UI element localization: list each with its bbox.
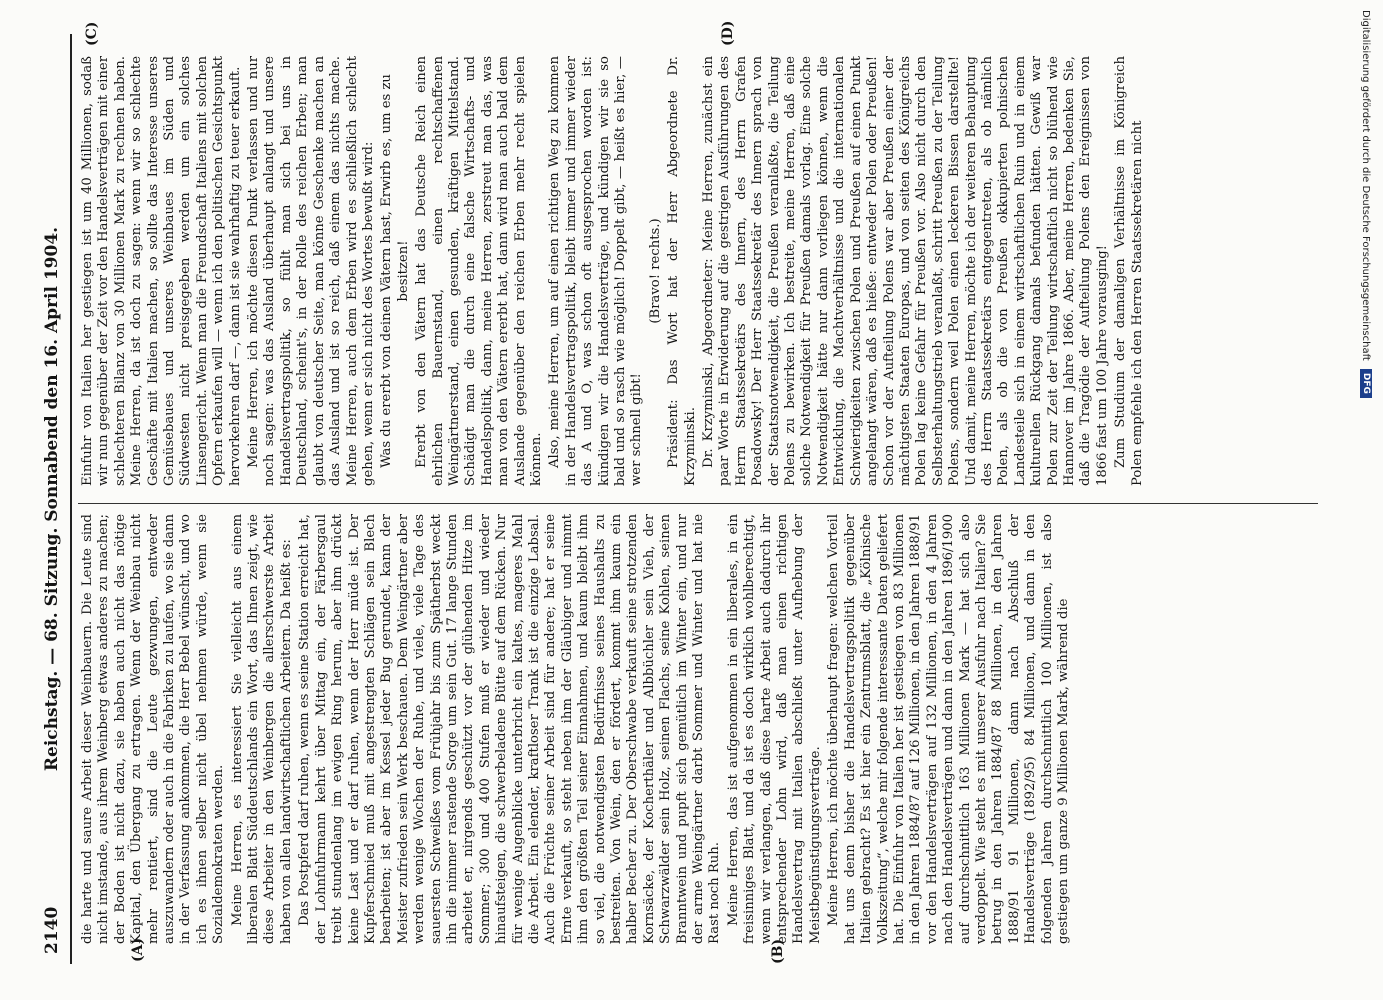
page-number: 2140 <box>42 906 62 954</box>
header-rule <box>70 34 72 964</box>
rotated-page-content <box>32 20 1332 964</box>
left-column <box>80 514 1074 964</box>
paragraph: Meine Herren, es interessiert Sie vielleicht aus einem liberalen Blatt Süddeutschlands ein Wort, das Ihnen zeigt, wie diese Arbeiter in den Weinbergen die allerschwerste Arbeit haben von allen landwirtschaftlichen Arbeitern. Da heißt es: <box>229 514 294 944</box>
applause-note: (Bravo! rechts.) <box>647 218 663 324</box>
paragraph: Zum Studium der damaligen Verhältnisse im Königreich Polen empfehle ich den Herren Staatssekretären nicht <box>1113 56 1145 486</box>
quote-paragraph: Das Postpferd darf ruhen, wenn es seine Station erreicht hat, der Lohnfuhrmann kehrt über Mittag ein, der Färbersgaul treibt stundenlang im ewigen Ring herum, aber ihm drückt keine Last und er darf ruhen, wenn der Herr müde ist. Der Kupferschmied muß mit angestrengten Schlägen sein Blech bearbeiten; ist aber im Kessel jeder Bug gerundet, kann der Meister zufrieden sein Werk beschauen. Dem Weingärtner aber werden wenige Wochen der Ruhe, und viele, viele Tage des sauersten Schweißes vom Frühjahr bis zum Spätherbst weckt ihn die nimmer rastende Sorge um sein Gut. 17 lange Stunden arbeitet er, nirgends geschützt vor der glühenden Hitze im Sommer; 300 und 400 Stufen muß er wieder und wieder hinaufsteigen, die schwerbeladene Bütte auf dem Rücken. Nur für wenige Augenblicke unterbricht ein kaltes, mageres Mahl die Arbeit. Ein elender, kraftloser Trank ist die einzige Labsal. Auch die Früchte seiner Arbeit sind für andere; hat er seine Ernte verkauft, so steht neben ihm der Gläubiger und nimmt ihm den größten Teil seiner Einnahmen, und kaum bleibt ihm so viel, die notwendigsten Bedürfnisse seines Haushalts zu bestreiten. Von Wein, den er fördert, kommt ihm kaum ein halber Becher zu. Der Oberschwabe verkauft seine strotzenden Kornsäcke, der Kocherthäler und Albbüchler sein Vieh, der Schwarzwälder sein Holz, seinen Flachs, seine Kohlen, seinen Branntwein und pupft sich gemütlich im Winter ein, und nur der arme Weingärtner darbt Sommer und Winter und hat nie Rast noch Ruh. <box>297 514 723 944</box>
right-column <box>80 20 1148 486</box>
column-divider <box>78 503 1318 504</box>
president-statement: Präsident: Das Wort hat der Herr Abgeordnete Dr. Krzyminski. <box>666 56 698 486</box>
paragraph: die harte und saure Arbeit dieser Weinbauern. Die Leute sind nicht imstande, aus ihrem Weinberg etwas anderes zu machen; der Boden ist nicht dazu, sie haben auch nicht das nötige Kapital, den Übergang zu ertragen. Wenn der Weinbau nicht mehr rentiert, sind die Leute gezwungen, entweder auszuwandern oder auch in die Fabriken zu laufen, wo sie dann in der Verfassung ankommen, die Herr Bebel wünscht, und wo ich es ihnen selber nicht übel nehmen würde, wenn sie Sozialdemokraten werden. <box>80 514 227 944</box>
paragraph: Meine Herren, ich möchte überhaupt fragen: welchen Vorteil hat uns denn bisher die Handelsvertragspolitik gegenüber Italien gebracht? Es ist hier ein Zentrumsblatt, die „Kölnische Volkszeitung“, welche mir folgende interessante Daten geliefert hat. Die Einfuhr von Italien her ist gestiegen von 83 Millionen in den Jahren 1884/87 auf 126 Millionen, in den Jahren 1888/91 vor den Handelsverträgen auf 132 Millionen, in den 4 Jahren nach den Handelsverträgen und dann in den Jahren 1896/1900 auf durchschnittlich 163 Millionen Mark — hat sich also verdoppelt. Wie steht es mit unserer Ausfuhr nach Italien? Sie betrug in den Jahren 1884/87 88 Millionen, in den Jahren 1888/91 91 Millionen, dann nach Abschluß der Handelsverträge (1892/95) 84 Millionen, und dann in den folgenden Jahren durchschnittlich 100 Millionen, ist also gestiegen um ganze 9 Millionen Mark, während die <box>826 514 1071 944</box>
paragraph: Ererbt von den Vätern hat das Deutsche Reich einen ehrlichen Bauernstand, einen rechtschaffenen Weingärtnerstand, einen gesunden, kräftigen Mittelstand. Schädigt man die durch eine falsche Wirtschafts- und Handelspolitik, dann, meine Herren, zerstreut man das, was man von den Vätern ererbt hat, dann wird man auch bald dem Auslande gegenüber den reichen Erben mehr recht spielen können. <box>414 56 544 486</box>
paragraph: Meine Herren, ich möchte diesen Punkt verlassen und nur noch sagen: was das Ausland überhaupt anlangt und unsere Handelsvertragspolitik, so fühlt man sich bei uns in Deutschland, scheint's, in der Rolle des reichen Erben; man glaubt von deutscher Seite, man könne Geschenke machen an das Ausland und ist so reich, daß einem das nichts mache. Meine Herren, auch dem Erben wird es schließlich schlecht gehen, wenn er sich nicht des Wortes bewußt wird: <box>246 56 376 486</box>
margin-marker-a: (A) <box>130 937 146 962</box>
header-title: Reichstag. — 68. Sitzung. Sonnabend den 16. April 1904. <box>42 226 62 772</box>
margin-marker-b: (B) <box>770 938 786 964</box>
running-header <box>38 34 68 964</box>
speech-paragraph: Dr. Krzyminski, Abgeordneter: Meine Herren, zunächst ein paar Worte in Erwiderung auf die gestrigen Ausführungen des Herrn Staatssekretärs des Innern, des Herrn Grafen Posadowsky! Der Herr Staatssekretär des Innern sprach von der Staatsnotwendigkeit, die Preußen veranlaßte, die Teilung Polens zu bewirken. Ich bestreite, meine Herren, daß eine solche Notwendigkeit für Preußen damals vorlag. Eine solche Notwendigkeit hätte nur dann vorliegen können, wenn die Entwicklung, die Machtverhältnisse und die internationalen Schwierigkeiten zwischen Polen und Preußen auf einen Punkt angelangt wären, daß es hieße: entweder Polen oder Preußen! Schon vor der Aufteilung Polens war aber Preußen einer der mächtigsten Staaten Europas, und von seiten des Königreichs Polen lag keine Gefahr für Preußen vor. Also nicht durch den Selbsterhaltungstrieb veranlaßt, schritt Preußen zu der Teilung Polens, sondern weil Polen einen leckeren Bissen darstellte! Und damit, meine Herren, möchte ich der weiteren Behauptung des Herrn Staatssekretärs entgegentreten, als ob nämlich Polen, als ob die von Preußen okkupierten polnischen Landesteile sich in einem wirtschaftlichen Ruin und in einem kulturellen Rückgang damals befunden hätten. Gewiß war Polen zur Zeit der Teilung wirtschaftlich nicht so blühend wie Hannover im Jahre 1866. Aber, meine Herren, bedenken Sie, daß die Tragödie der Aufteilung Polens den Ereignissen von 1866 fast um 100 Jahre vorausging! <box>701 56 1110 486</box>
paragraph: Also, meine Herren, um auf einen richtigen Weg zu kommen in der Handelsvertragspolitik, bleibt immer und immer wieder das A und O, was schon oft ausgesprochen worden ist: kündigen wir die Handelsverträge, und kündigen wir sie so bald und so rasch wie möglich! Doppelt gibt, — heißt es hier, — wer schnell gibt! <box>547 56 645 486</box>
margin-marker-c: (C) <box>84 21 100 46</box>
margin-marker-d: (D) <box>720 20 736 46</box>
paragraph: Meine Herren, das ist aufgenommen in ein liberales, in ein freisinniges Blatt, und da ist es doch wirklich wohlberechtigt, wenn wir verlangen, daß diese harte Arbeit auch dadurch ihr entsprechender Lohn wird, daß man einen richtigen Handelsvertrag mit Italien abschließt unter Aufhebung der Meistbegünstigungsverträge. <box>725 514 823 944</box>
verse-quote: Was du ererbt von deinen Vätern hast, Erwirb es, um es zu besitzen! <box>379 74 411 468</box>
dfg-logo: DFG <box>1360 369 1372 398</box>
digitization-note <box>1356 10 1376 990</box>
paragraph: Einfuhr von Italien her gestiegen ist um 40 Millionen, sodaß wir nun gegenüber der Zeit vor den Handelsverträgen mit einer schlechteren Bilanz von 30 Millionen Mark zu rechnen haben. Meine Herren, da ist doch zu sagen: wenn wir so schlechte Geschäfte mit Italien machen, so sollte das Interesse unseres Gemüsebaues und unseres Weinbaues im Süden und Südwesten nicht preisgegeben werden um ein solches Linsengericht. Wenn man die Freundschaft Italiens mit solchen Opfern erkaufen will — wenn ich den politischen Gesichtspunkt hervorkehren darf —, dann ist sie wahrhaftig zu teuer erkauft. <box>80 55 243 486</box>
digitization-text: Digitalisierung gefördert durch die Deutsche Forschungsgemeinschaft <box>1360 10 1372 361</box>
